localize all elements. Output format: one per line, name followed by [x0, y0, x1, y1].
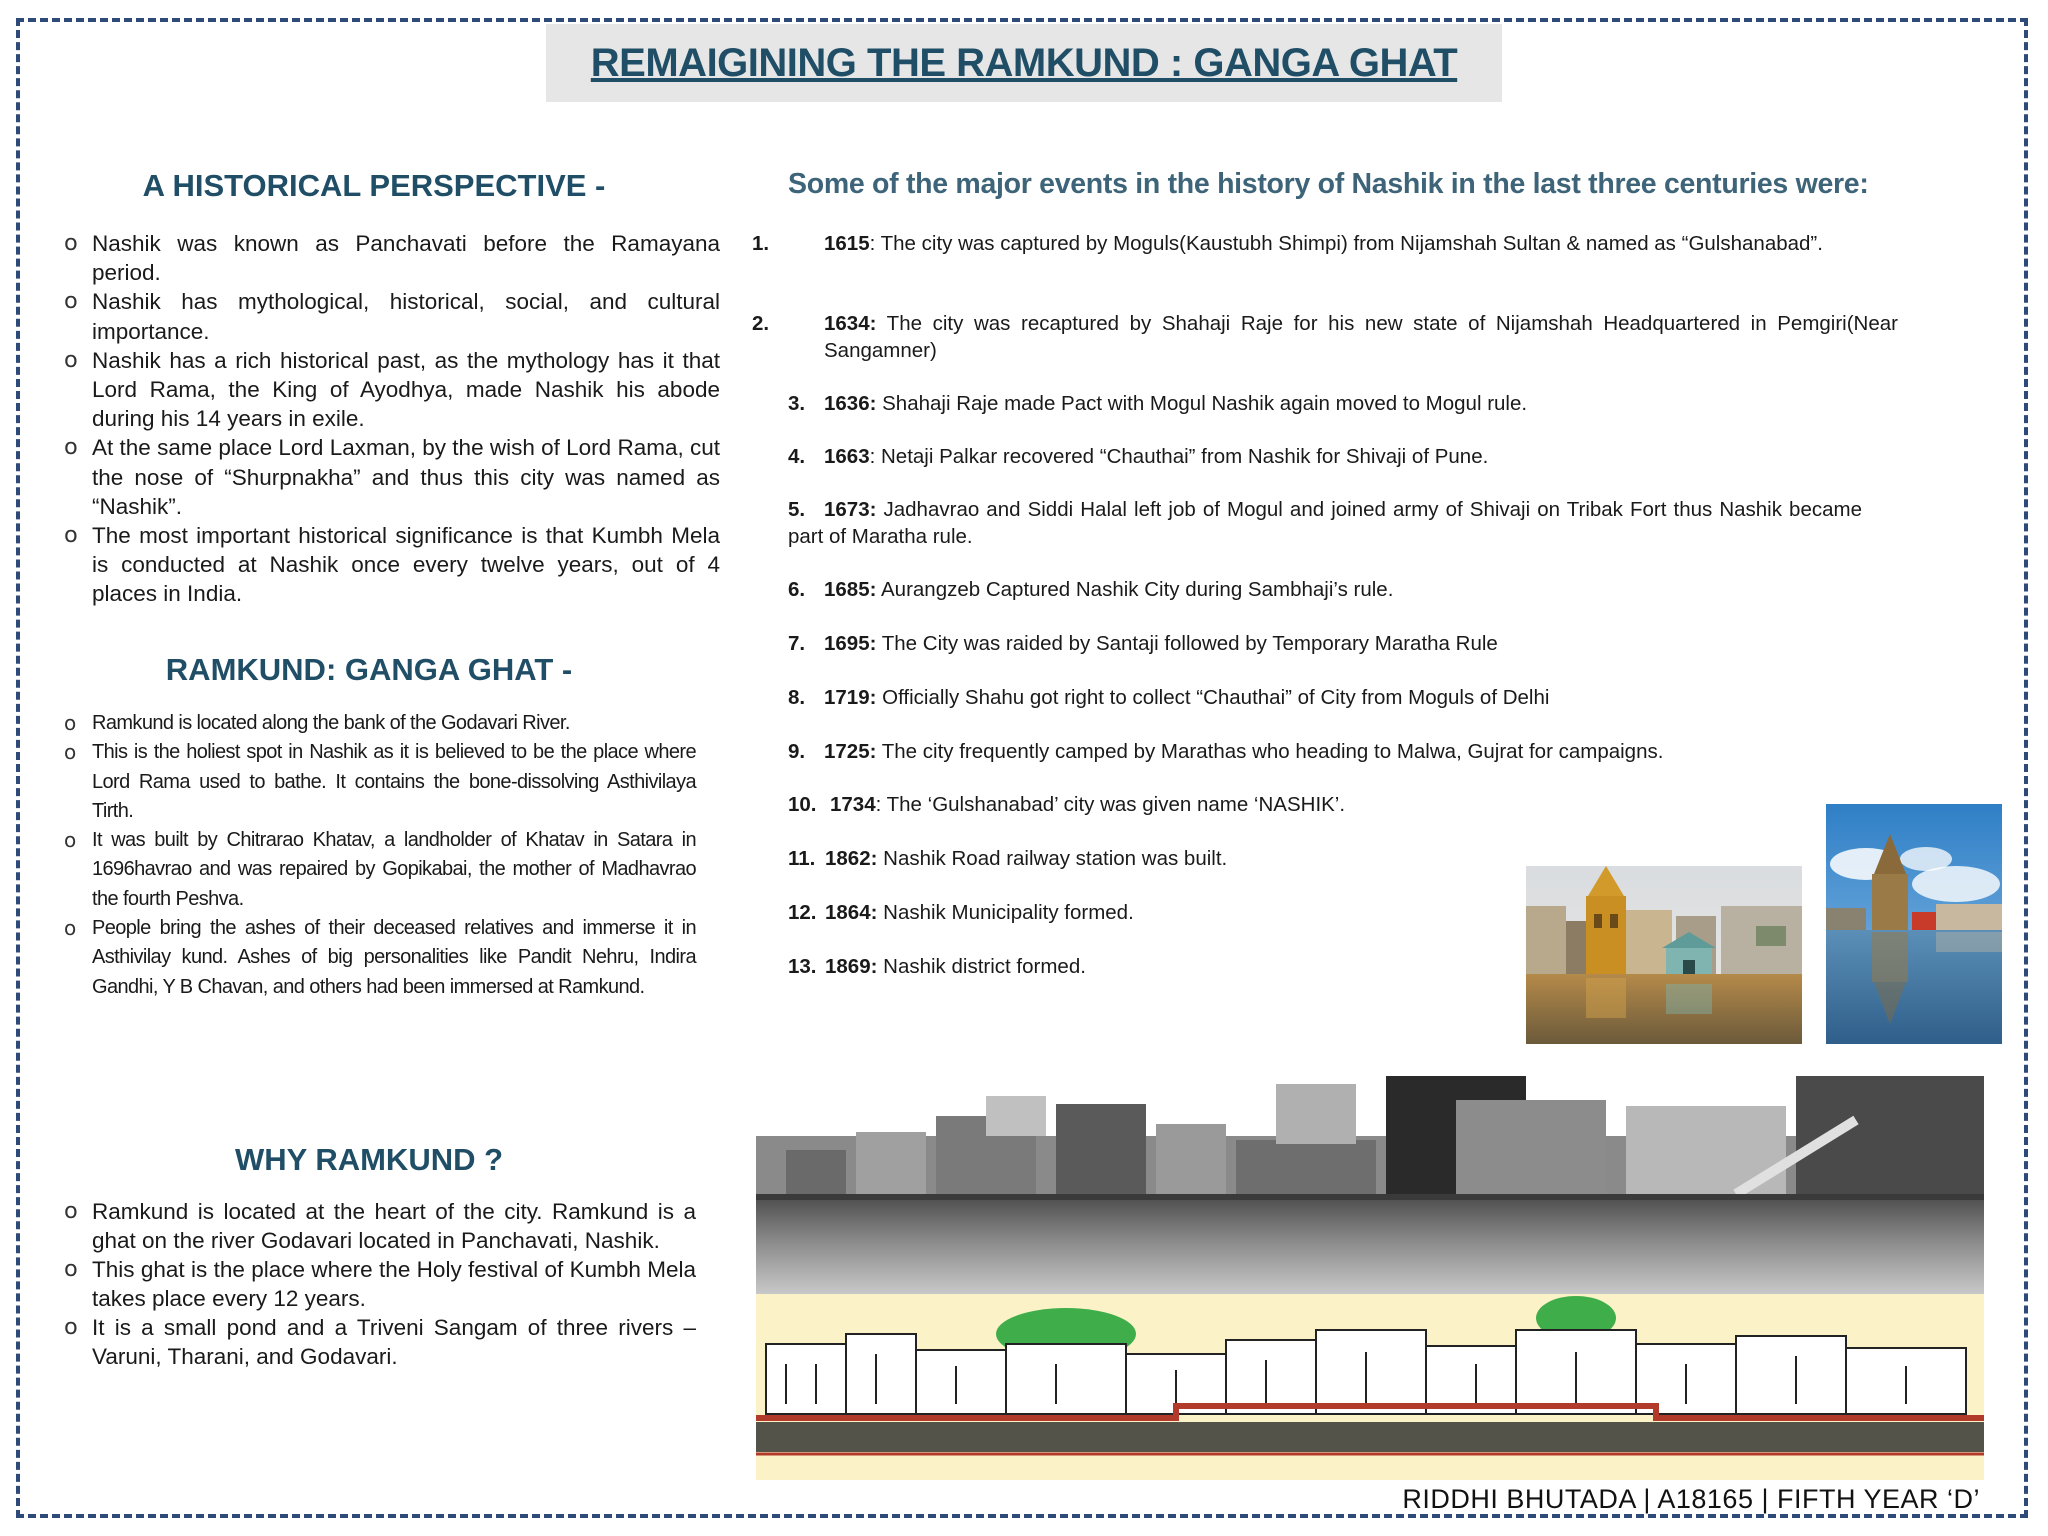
event-item	[788, 630, 1862, 657]
event-number: 9.	[788, 740, 806, 763]
event-number: 1.	[752, 232, 770, 255]
event-number: 6.	[788, 578, 806, 601]
event-text: The City was raided by Santaji followed by Temporary Maratha Rule	[876, 632, 1498, 655]
event-text: Nashik Municipality formed.	[877, 901, 1134, 924]
list-item: o Ramkund is located along the bank of the Godavari River.	[64, 709, 696, 738]
event-text: : The city was captured by Moguls(Kaustubh Shimpi) from Nijamshah Sultan & named as “Gulshanabad”.	[869, 232, 1823, 255]
ramkund-heading: RAMKUND: GANGA GHAT -	[165, 652, 573, 687]
historical-list	[64, 229, 720, 609]
list-item: o Nashik has a rich historical past, as the mythology has it that Lord Rama, the King of Ayodhya, made Nashik his abode during his 14 years in exile.	[64, 346, 720, 434]
event-text: Shahaji Raje made Pact with Mogul Nashik again moved to Mogul rule.	[876, 392, 1528, 415]
page-title: REMAIGINING THE RAMKUND : GANGA GHAT	[590, 40, 1458, 85]
temple-reflection-photo	[1826, 804, 2002, 1044]
event-number: 3.	[788, 392, 806, 415]
event-year: 1862:	[825, 847, 878, 870]
event-text: : The ‘Gulshanabad’ city was given name ‘NASHIK’.	[875, 793, 1346, 816]
event-text: : Netaji Palkar recovered “Chauthai” from Nashik for Shivaji of Pune.	[869, 445, 1489, 468]
event-text: Officially Shahu got right to collect “Chauthai” of City from Moguls of Delhi	[876, 686, 1550, 709]
event-year: 1615	[824, 232, 870, 255]
event-item	[788, 496, 1862, 550]
list-item: o People bring the ashes of their deceased relatives and immerse it in Asthivilay kund. Ashes of big personalities like Pandit Nehru, Indira Gandhi, Y B Chavan, and others had been immersed at Ramkund.	[64, 914, 696, 1002]
list-item: o Ramkund is located at the heart of the city. Ramkund is a ghat on the river Godavari located in Panchavati, Nashik.	[64, 1197, 696, 1255]
event-item	[752, 230, 1898, 257]
event-item	[788, 684, 1862, 711]
event-item	[788, 576, 1862, 603]
event-text: Aurangzeb Captured Nashik City during Sambhaji’s rule.	[876, 578, 1394, 601]
event-year: 1673:	[824, 498, 877, 521]
event-year: 1725:	[824, 740, 877, 763]
event-number: 8.	[788, 686, 806, 709]
ghat-bw-panorama-photo	[756, 1076, 1984, 1294]
event-number: 7.	[788, 632, 806, 655]
event-year: 1719:	[824, 686, 877, 709]
event-number: 5.	[788, 498, 806, 521]
event-item	[788, 738, 1862, 765]
title-banner	[546, 24, 1502, 102]
list-item: o Nashik has mythological, historical, social, and cultural importance.	[64, 287, 720, 345]
events-heading: Some of the major events in the history of Nashik in the last three centuries were:	[788, 168, 1869, 200]
author-footer: RIDDHI BHUTADA | A18165 | FIFTH YEAR ‘D’	[1402, 1484, 1980, 1514]
why-list	[64, 1197, 696, 1371]
event-item	[752, 310, 1898, 364]
event-number: 10.	[788, 793, 817, 816]
event-number: 12.	[788, 901, 817, 924]
list-item: o This is the holiest spot in Nashik as it is believed to be the place where Lord Rama used to bathe. It contains the bone-dissolving Asthivilaya Tirth.	[64, 738, 696, 826]
list-item: o Nashik was known as Panchavati before the Ramayana period.	[64, 229, 720, 287]
event-number: 2.	[752, 312, 770, 335]
ghat-temple-photo	[1526, 866, 1802, 1044]
event-text: Nashik district formed.	[877, 955, 1086, 978]
event-year: 1663	[824, 445, 870, 468]
event-year: 1864:	[825, 901, 878, 924]
historical-heading: A HISTORICAL PERSPECTIVE -	[142, 168, 606, 203]
event-year: 1634:	[824, 312, 877, 335]
ramkund-list	[64, 709, 696, 1002]
event-text: The city frequently camped by Marathas who heading to Malwa, Gujrat for campaigns.	[876, 740, 1664, 763]
event-item	[788, 390, 1862, 417]
event-year: 1734	[830, 793, 876, 816]
event-year: 1869:	[825, 955, 878, 978]
event-text: The city was recaptured by Shahaji Raje for his new state of Nijamshah Headquartered in Pemgiri(Near Sangamner)	[824, 312, 1898, 362]
list-item: o It was built by Chitrarao Khatav, a landholder of Khatav in Satara in 1696havrao and was repaired by Gopikabai, the mother of Madhavrao the fourth Peshva.	[64, 826, 696, 914]
event-item	[788, 443, 1862, 470]
list-item: o This ghat is the place where the Holy festival of Kumbh Mela takes place every 12 years.	[64, 1255, 696, 1313]
event-item	[788, 791, 1862, 818]
list-item: o The most important historical significance is that Kumbh Mela is conducted at Nashik once every twelve years, out of 4 places in India.	[64, 521, 720, 609]
event-text: Nashik Road railway station was built.	[877, 847, 1228, 870]
event-year: 1636:	[824, 392, 877, 415]
event-year: 1685:	[824, 578, 877, 601]
ghat-sketch-illustration	[756, 1294, 1984, 1480]
why-heading: WHY RAMKUND ?	[234, 1142, 504, 1177]
event-year: 1695:	[824, 632, 877, 655]
event-number: 11.	[788, 847, 816, 870]
list-item: o It is a small pond and a Triveni Sangam of three rivers – Varuni, Tharani, and Godavari.	[64, 1313, 696, 1371]
event-number: 13.	[788, 955, 817, 978]
event-text: Jadhavrao and Siddi Halal left job of Mogul and joined army of Shivaji on Tribak Fort thus Nashik became part of Maratha rule.	[788, 498, 1862, 548]
event-number: 4.	[788, 445, 806, 468]
list-item: o At the same place Lord Laxman, by the wish of Lord Rama, cut the nose of “Shurpnakha” and thus this city was named as “Nashik”.	[64, 433, 720, 521]
